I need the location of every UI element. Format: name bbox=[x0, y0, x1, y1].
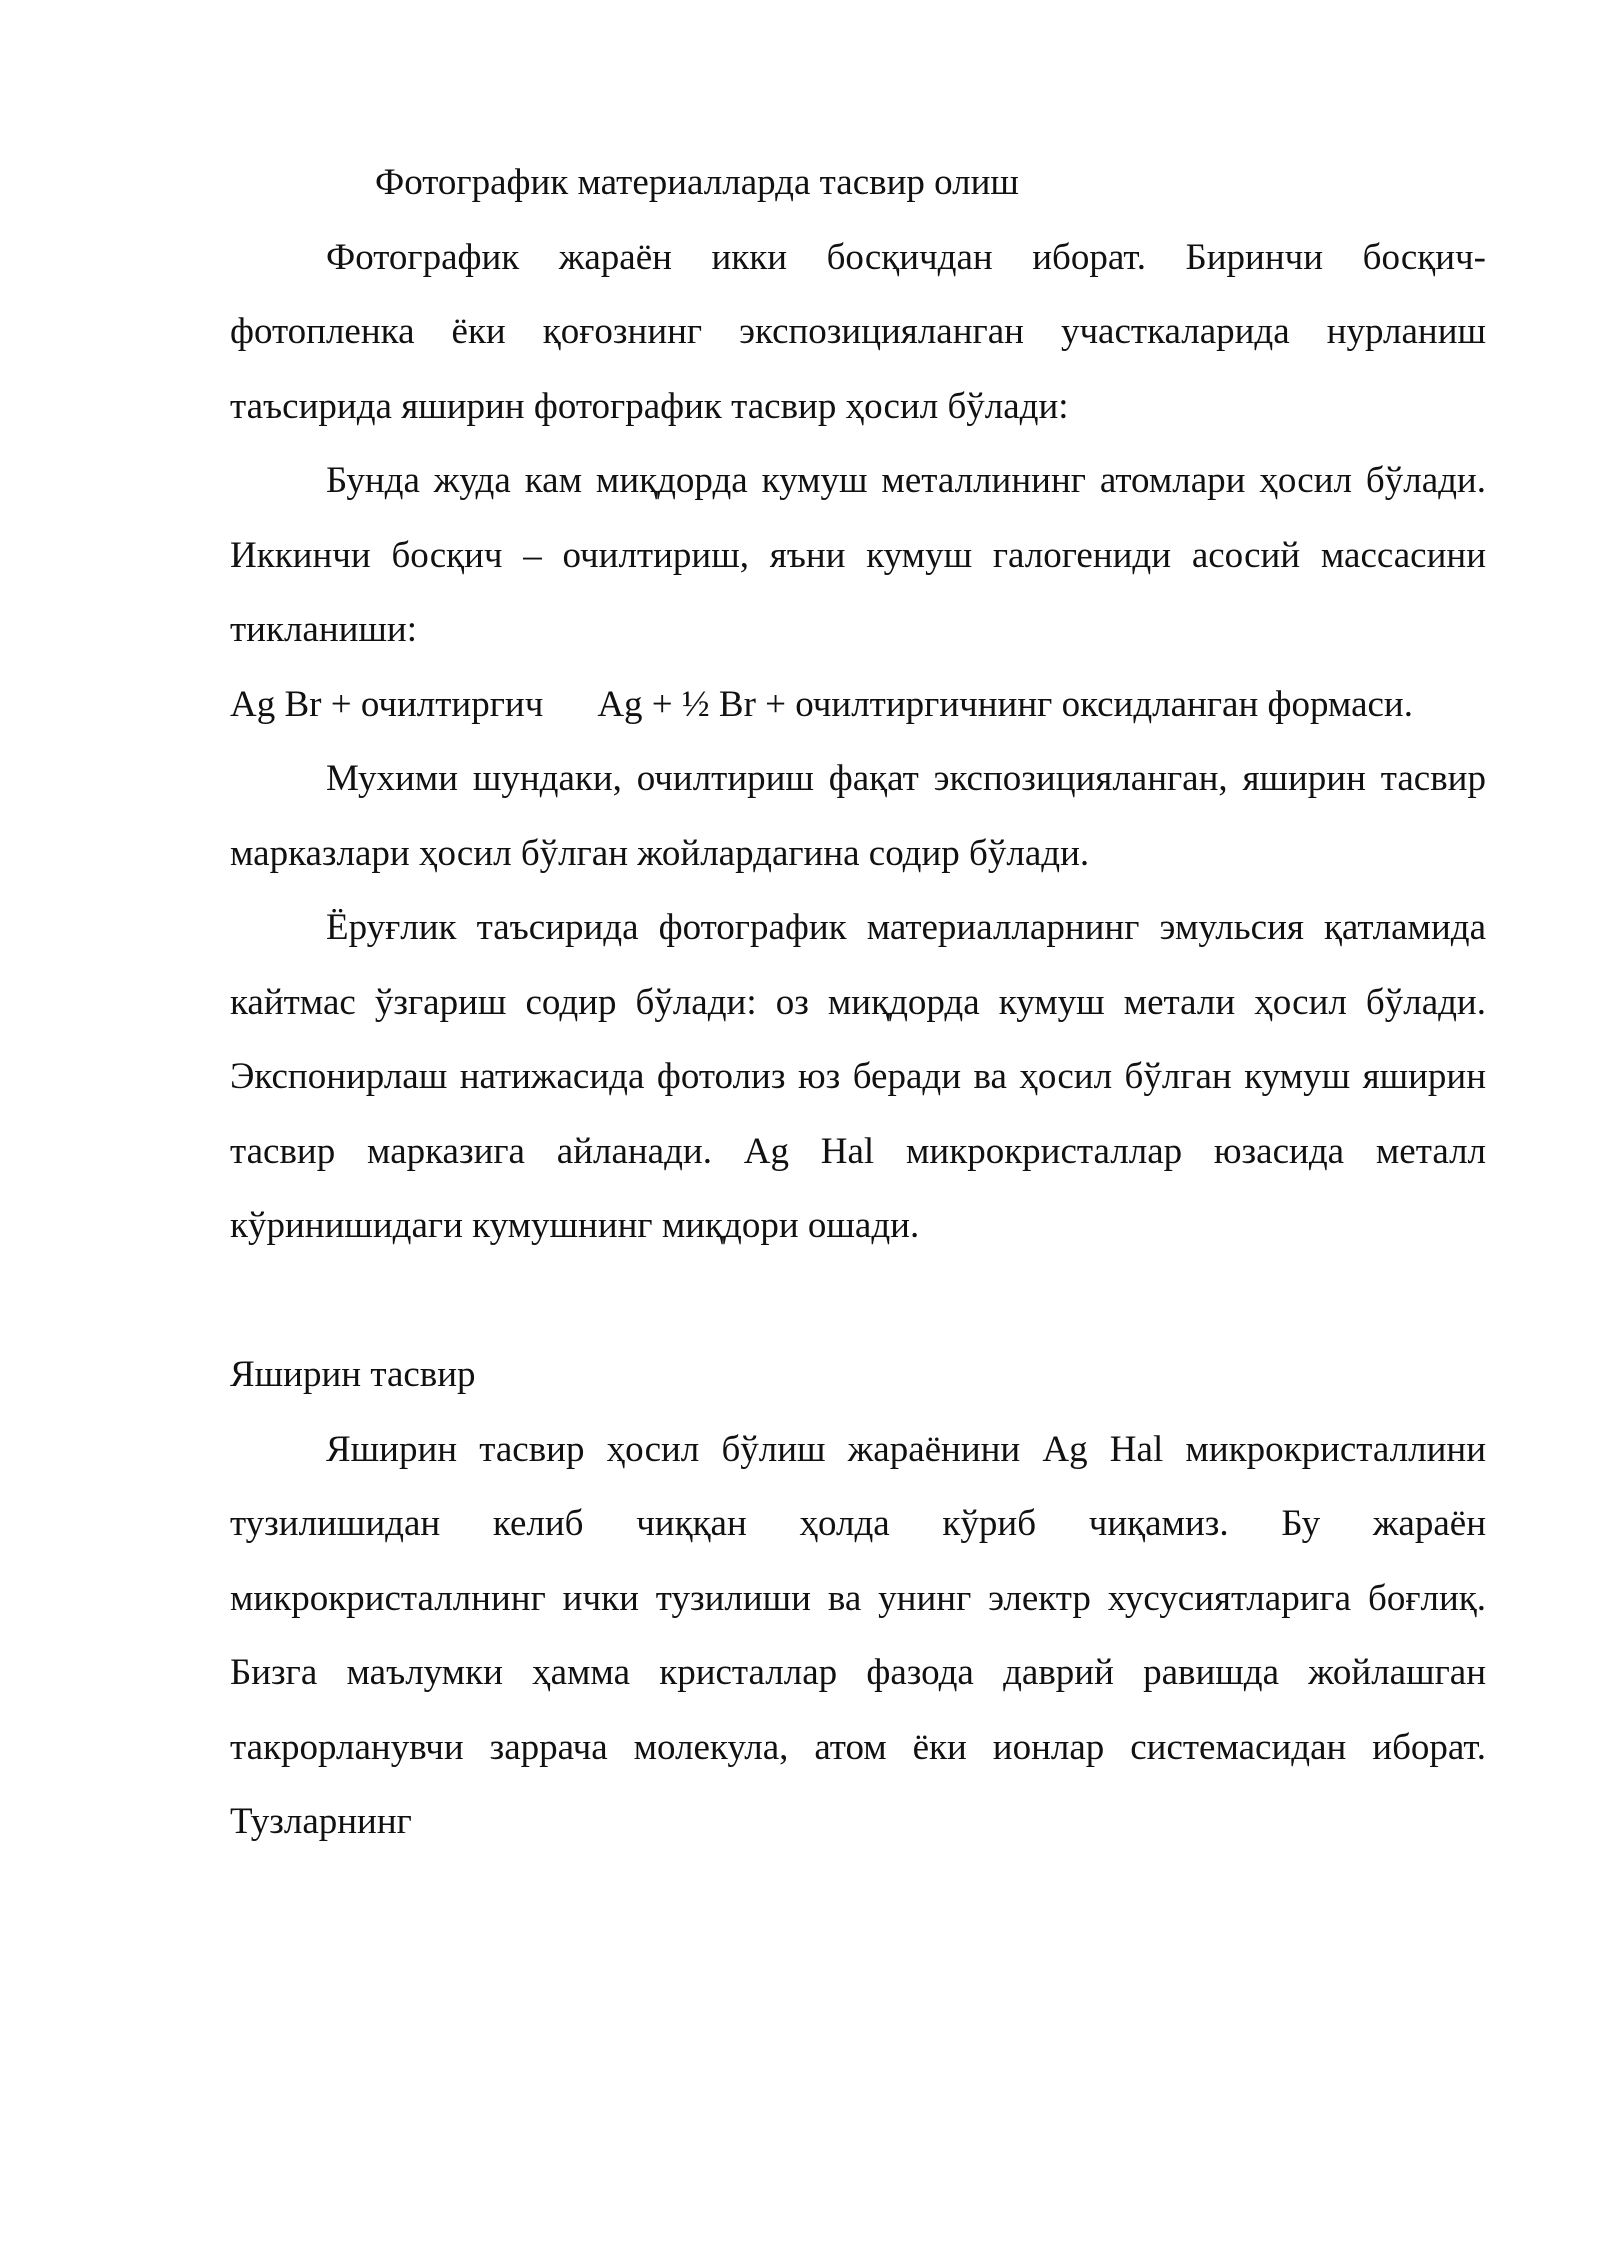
paragraph-silver-atoms: Бунда жуда кам миқдорда кумуш металлининг атомлари ҳосил бўлади. Иккинчи босқич – очилтириш, яъни кумуш галогениди асосий массасини тикланиши: bbox=[230, 460, 1486, 650]
paragraph-process-stages: Фотографик жараён икки босқичдан иборат. Биринчи босқич- фотопленка ёки қоғознинг экспозицияланган участкаларида нурланиш таъсирида яширин фотографик тасвир ҳосил бўлади: bbox=[230, 236, 1486, 427]
section-title-latent-image: Яширин тасвир bbox=[230, 1354, 476, 1395]
reaction-equation bbox=[230, 668, 1486, 743]
section-spacer bbox=[230, 1264, 1486, 1339]
document-page bbox=[230, 146, 1486, 1860]
reaction-right-side: Ag + ½ Br + очилтиргичнинг оксидланган формаси. bbox=[597, 683, 1413, 725]
reaction-left-side: Ag Br + очилтиргич bbox=[230, 683, 544, 725]
paragraph-light-effect: Ёруғлик таъсирида фотографик материалларнинг эмульсия қатламида кайтмас ўзгариш содир бўлади: оз миқдорда кумуш метали ҳосил бўлади. Экспонирлаш натижасида фотолиз юз беради ва ҳосил бўлган кумуш яширин тасвир марказига айланади. Ag Hal микрокристаллар юзасида металл кўринишидаги кумушнинг миқдори ошади. bbox=[230, 907, 1486, 1246]
document-title: Фотографик материалларда тасвир олиш bbox=[375, 162, 1019, 203]
paragraph-development-note: Мухими шундаки, очилтириш фақат экспозицияланган, яширин тасвир марказлари ҳосил бўлган жойлардагина содир бўлади. bbox=[230, 758, 1486, 874]
paragraph-latent-image: Яширин тасвир ҳосил бўлиш жараёнини Ag Hal микрокристаллини тузилишидан келиб чиққан ҳолда кўриб чиқамиз. Бу жараён микрокристаллнинг ички тузилиши ва унинг электр хусусиятларига боғлиқ. Бизга маълумки ҳамма кристаллар фазода даврий равишда жойлашган такрорланувчи заррача молекула, атом ёки ионлар системасидан иборат. Тузларнинг bbox=[230, 1428, 1486, 1842]
